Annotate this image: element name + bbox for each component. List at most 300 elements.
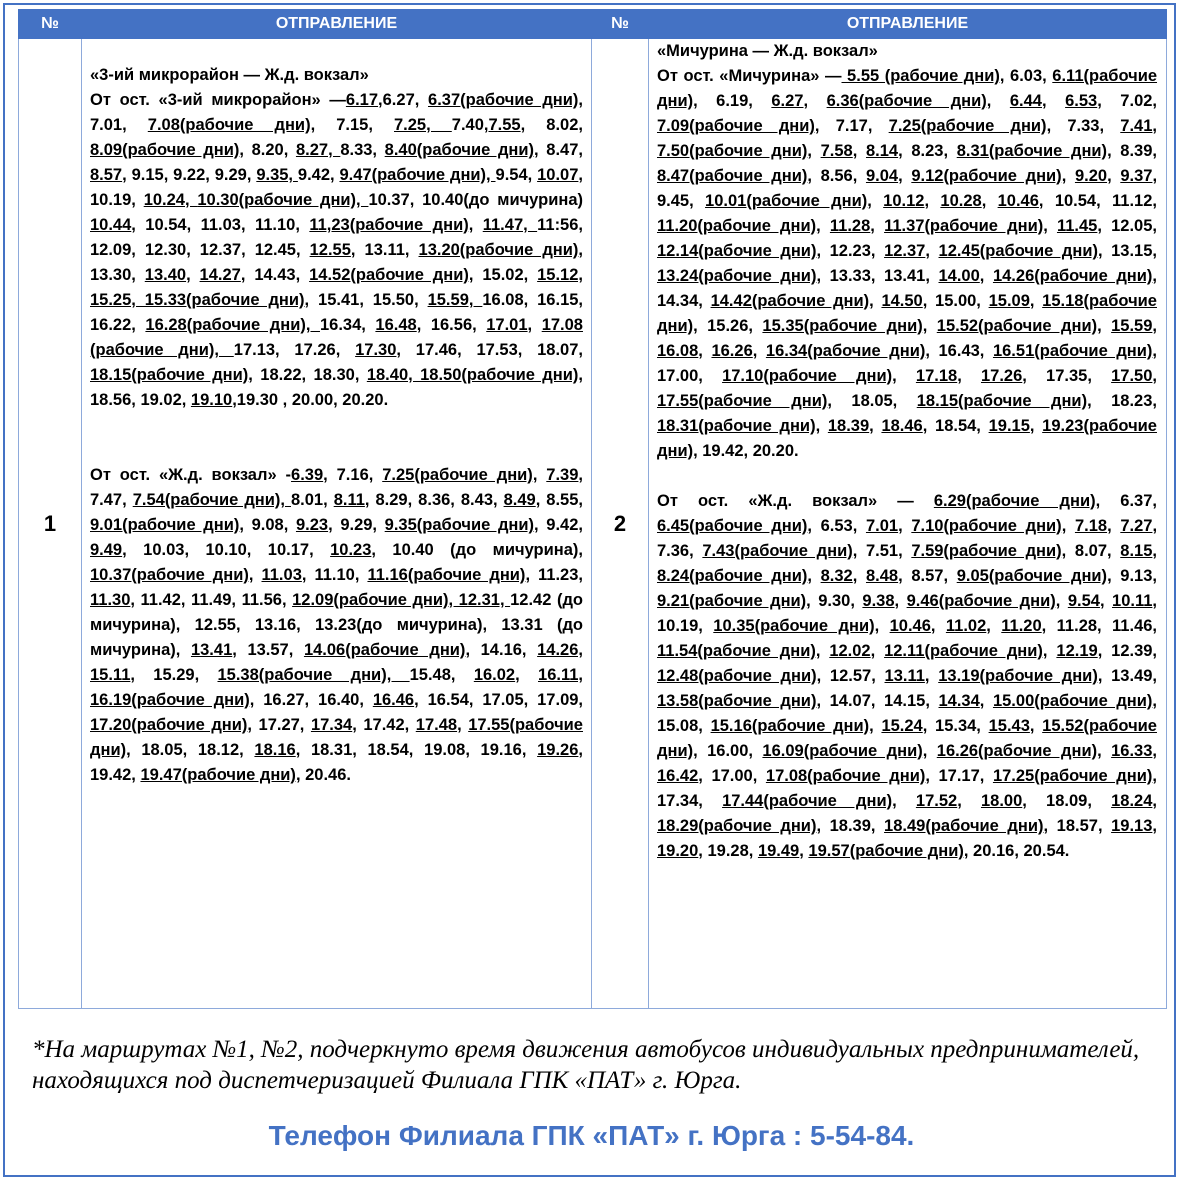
table-row [19,39,1167,1009]
schedule-text: , 19.28, [698,842,758,860]
schedule-text: От ост. «Ж.д. вокзал» - [90,466,292,484]
underlined-time: 19.23(рабочие дни) [657,417,1157,460]
schedule-text: 15.48, [409,666,474,684]
route-2-cell [649,39,1167,1009]
schedule-text: , 10.19, [90,166,583,209]
underlined-time: 10.37(рабочие дни) [90,566,249,584]
schedule-text: , 19.42, 20.20. [693,442,799,460]
underlined-time: 13.24(рабочие дни) [657,267,817,285]
underlined-time: 7.43(рабочие дни) [702,542,853,560]
underlined-time: 18.49(рабочие дни) [884,817,1044,835]
schedule-text: , 18.39, [816,817,885,835]
underlined-time: 9.12(рабочие дни) [911,167,1062,185]
schedule-text: , 15.41, 15.50, [304,291,428,309]
schedule-text: , 18.22, 18.30, [248,366,367,384]
schedule-text: , 18.31, 18.54, 19.08, 19.16, [295,741,538,759]
schedule-text: , [698,342,712,360]
underlined-time: 18.40, 18.50(рабочие дни), [366,366,583,384]
schedule-text: , [925,242,939,260]
schedule-text: От ост. «3-ий микрорайон» — [90,91,346,109]
underlined-time: 8.14 [865,142,899,160]
schedule-text: , 16.27, 16.40, [249,691,373,709]
schedule-text: , [468,216,483,234]
underlined-time: 7.39 [546,466,579,484]
underlined-time: 9.23 [295,516,329,534]
schedule-text: , 11.23, [525,566,583,584]
schedule-text: , [1152,367,1157,385]
schedule-text: , 7.51, [852,542,912,560]
schedule-text: , 10.19, [657,592,1157,635]
underlined-time: 16.08 [657,342,699,360]
schedule-text: , [1061,517,1075,535]
underlined-time: 11.54(рабочие дни) [657,642,816,660]
underlined-time: 19.20 [657,842,699,860]
schedule-text: , 17.34, [657,767,1157,810]
schedule-text: , [1107,517,1121,535]
underlined-time: 7.09(рабочие дни) [657,117,815,135]
schedule-text: , 17.17, [925,767,993,785]
underlined-time: 10.46 [997,192,1039,210]
underlined-time: 6.37(рабочие дни), [428,91,583,109]
schedule-text: От ост. «Мичурина» — [657,67,842,85]
underlined-time: 16.48 [375,316,417,334]
underlined-time: 18.16 [254,741,296,759]
schedule-text: , [957,792,981,810]
schedule-text: , [898,517,912,535]
underlined-time: 12.11(рабочие дни) [884,642,1043,660]
schedule-text: , [1029,292,1043,310]
underlined-time: 13.20(рабочие дни) [418,241,579,259]
schedule-text: , [807,142,821,160]
schedule-text: , 6.19, [693,92,772,110]
underlined-time: 7.41 [1120,117,1153,135]
schedule-text: 9.54, [495,166,538,184]
underlined-time: 13.40 [144,266,187,284]
schedule-text: , 15.34, [922,717,989,735]
route-number-2: 2 [592,39,649,1009]
underlined-time: 7.59(рабочие дни) [911,542,1062,560]
underlined-time: 16.02 [473,666,516,684]
underlined-time: 15.00(рабочие дни) [992,692,1153,710]
schedule-text: , [894,592,907,610]
schedule-text: , 10.40 (до мичурина), [371,541,583,559]
underlined-time: 18.46 [881,417,923,435]
schedule-text: , 7.47, [90,466,584,509]
schedule-text: , [852,567,866,585]
underlined-time: 18.31(рабочие дни) [657,417,816,435]
schedule-text: , [924,192,941,210]
underlined-time: 18.00 [980,792,1023,810]
schedule-text: , 9.42, [534,516,583,534]
schedule-text: , [816,217,830,235]
underlined-time: 16.26 [711,342,753,360]
underlined-time: 9.37 [1120,167,1153,185]
schedule-text: , 18.05, [827,392,917,410]
schedule-text: , 9.45, [657,167,1158,210]
underlined-time: 9.21(рабочие дни) [657,592,807,610]
underlined-time: 7.27 [1120,517,1153,535]
schedule-text: , [979,692,993,710]
underlined-time: 10.28 [940,192,982,210]
schedule-text: , [869,417,882,435]
schedule-text: , 9.29, [328,516,385,534]
underlined-time: 17.10(рабочие дни) [722,367,893,385]
schedule-text: 12.42 (до мичурина), 12.55, 13.16, 13.23(до мичурина), 13.31 (до мичурина), [90,591,584,659]
schedule-text: 7.40, [451,116,489,134]
header-departure-1: ОТПРАВЛЕНИЕ [82,10,592,39]
underlined-time: 8.48 [865,567,899,585]
underlined-time: 16.46 [372,691,415,709]
schedule-text: 16.34, [319,316,376,334]
underlined-time: 10.01(рабочие дни) [705,192,868,210]
schedule-text: , 8.20, [239,141,296,159]
schedule-text: , [986,92,1010,110]
schedule-text: , 14.07, 14.15, [816,692,939,710]
underlined-time: 17.48 [415,716,458,734]
schedule-text: , 9.15, 9.22, 9.29, [122,166,257,184]
underlined-time: 11.28 [829,217,871,235]
underlined-time: 11.30 [90,591,131,609]
schedule-text: , 18.57, [1043,817,1112,835]
schedule-text: , 14.43, [240,266,310,284]
schedule-text: , 7.16, [323,466,383,484]
schedule-text: , 15.02, [468,266,538,284]
underlined-time: 17.08 (рабочие дни), [90,316,583,359]
schedule-text: , [979,267,993,285]
underlined-time: 19.26 [537,741,579,759]
underlined-time: 10.44 [90,216,132,234]
underlined-time: 17.52 [915,792,958,810]
schedule-text: , [803,92,827,110]
underlined-time: 12.55 [309,241,351,259]
schedule-text: , [1055,592,1068,610]
route-number-1: 1 [19,39,82,1009]
underlined-time: 14.27 [199,266,241,284]
underlined-time: 17.01 [486,316,528,334]
underlined-time: 7.25(рабочие дни) [382,466,533,484]
schedule-text: , 7.15, [310,116,394,134]
underlined-time: 10.46 [889,617,931,635]
underlined-time: 18.39 [827,417,870,435]
schedule-text: , 15.26, [693,317,763,335]
schedule-text: , [1152,817,1157,835]
underlined-time: 17.44(рабочие дни) [722,792,893,810]
schedule-text: , [752,342,766,360]
underlined-time: 7.10(рабочие дни) [911,517,1062,535]
route-2-schedule-return [657,489,1157,864]
underlined-time: 12.19 [1056,642,1098,660]
schedule-text: 16.08, 16.15, 16.22, [90,291,584,334]
schedule-text: , [807,567,821,585]
schedule-text: , [957,367,981,385]
underlined-time: 18.15(рабочие дни) [916,392,1088,410]
schedule-table [18,9,1167,1009]
underlined-time: 7.58 [820,142,853,160]
schedule-text: , 6.53, [807,517,866,535]
underlined-time: 15.12, 15.25, 15.33(рабочие дни) [90,266,583,309]
schedule-text: 17.13, 17.26, [233,341,356,359]
schedule-text: ,6.27, [378,91,429,109]
schedule-text: От ост. «Ж.д. вокзал» — [657,492,934,510]
underlined-time: 15.52(рабочие дни) [657,717,1157,760]
underlined-time: 11.20(рабочие дни) [657,217,817,235]
schedule-text: 10.37, 10.40(до мичурина) [368,191,583,209]
schedule-text: 8.33, [340,141,385,159]
schedule-text: , [869,292,882,310]
schedule-text: , [1099,592,1113,610]
route-1-cell [82,39,592,1009]
schedule-text: , [815,642,830,660]
schedule-text: , [892,367,916,385]
schedule-text: 18.56, 19.02, [90,391,191,409]
underlined-time: 9.49 [90,541,123,559]
schedule-text: , 16.56, [416,316,487,334]
schedule-text: , [892,792,916,810]
schedule-text: , 16.54, 17.05, 17.09, [414,691,584,709]
underlined-time: 15.16(рабочие дни) [710,717,870,735]
schedule-text: , 8.47, [534,141,583,159]
schedule-text: , [1042,92,1066,110]
schedule-text: , 14.16, [465,641,538,659]
underlined-time: 14.52(рабочие дни) [309,266,469,284]
schedule-text: , 9.30, [806,592,863,610]
underlined-time: 18.29(рабочие дни) [657,817,817,835]
schedule-text: , [870,217,885,235]
table-header-row [19,10,1167,39]
schedule-text: , 18.23, [1087,392,1157,410]
underlined-time: 12.37 [884,242,926,260]
route-2-title: «Мичурина — Ж.д. вокзал» [657,42,878,60]
underlined-time: 12.14(рабочие дни) [657,242,817,260]
underlined-time: 10.35(рабочие дни) [713,617,875,635]
route-1-title: «3-ий микрорайон — Ж.д. вокзал» [90,66,369,84]
schedule-text: , 14.34, [657,267,1157,310]
schedule-text: , [922,742,937,760]
underlined-time: 14.34 [938,692,980,710]
underlined-time: 19.13 [1111,817,1153,835]
underlined-time: 7.50(рабочие дни) [657,142,808,160]
underlined-time: 17.25(рабочие дни) [992,767,1153,785]
underlined-time: 16.26(рабочие дни) [936,742,1098,760]
schedule-text: , 10.54, 11.03, 11.10, [131,216,310,234]
schedule-text: , [815,417,828,435]
schedule-text: 11:56, 12.09, 12.30, 12.37, 12.45, [90,216,583,259]
underlined-time: 18.15(рабочие дни) [90,366,249,384]
underlined-time: 6.11(рабочие дни) [657,67,1158,110]
underlined-time: 10.11 [1112,592,1153,610]
underlined-time: 11.02 [945,617,987,635]
phone-line: Телефон Филиала ГПК «ПАТ» г. Юрга : 5-54-84. [268,1120,915,1151]
underlined-time: 8.24(рабочие дни) [657,567,808,585]
underlined-time: 19.15 [988,417,1030,435]
underlined-time: 19.47(рабочие дни) [140,766,296,784]
underlined-time: 15.43 [988,717,1030,735]
schedule-text: , 6.37, [1095,492,1157,510]
underlined-time: 11.45 [1056,217,1098,235]
underlined-time: 6.27 [771,92,804,110]
underlined-time: 12.48(рабочие дни) [657,667,817,685]
underlined-time: 7.25, [394,116,452,134]
schedule-text: 9.42, [297,166,340,184]
underlined-time: 8.47(рабочие дни) [657,167,808,185]
schedule-text: 7.01, [90,116,148,134]
underlined-time: 15.18(рабочие дни) [657,292,1157,335]
schedule-text: , [852,142,866,160]
schedule-text: ,19.30 , 20.00, 20.20. [232,391,389,409]
underlined-time: 11.47, [482,216,538,234]
underlined-time: 9.04 [865,167,899,185]
schedule-text: , [1097,742,1112,760]
schedule-text: , 12.23, [816,242,885,260]
underlined-time: 14.42(рабочие дни) [710,292,870,310]
underlined-time: 15.09 [988,292,1030,310]
underlined-time: 9.35(рабочие дни) [384,516,535,534]
underlined-time: 5.55 (рабочие дни) [841,67,1000,85]
schedule-text: , 17.00, [698,767,766,785]
schedule-text: , 17.00, [657,342,1157,385]
route-1-schedule-outbound [90,88,583,413]
underlined-time: 8.40(рабочие дни) [384,141,535,159]
schedule-text: , [1152,317,1157,335]
underlined-time: 9.05(рабочие дни) [956,567,1108,585]
underlined-time: 17.30 [355,341,397,359]
underlined-time: 7.01 [865,517,899,535]
schedule-text: , [930,617,946,635]
underlined-time: 9.46(рабочие дни) [906,592,1056,610]
schedule-text: , [1029,717,1043,735]
underlined-time: 11.20 [1001,617,1042,635]
underlined-time: 19.10 [190,391,233,409]
underlined-time: 11.16(рабочие дни) [367,566,526,584]
underlined-time: 11,23(рабочие дни) [309,216,469,234]
schedule-text: , 18.54, [922,417,989,435]
schedule-text: , [457,716,469,734]
underlined-time: 16.34(рабочие дни) [765,342,926,360]
underlined-time: 11.03 [261,566,302,584]
underlined-time: 16.33 [1111,742,1153,760]
schedule-text: , [527,316,542,334]
schedule-text: , [515,666,539,684]
underlined-time: 6.39 [291,466,324,484]
schedule-text: , 8.39, [1107,142,1157,160]
schedule-text: , 13.30, [90,241,584,284]
schedule-text: , [1097,317,1112,335]
schedule-text: , 8.07, [1061,542,1121,560]
underlined-time: 7.25(рабочие дни) [888,117,1047,135]
schedule-text: , 16.43, [925,342,993,360]
underlined-time: 13.41 [190,641,233,659]
underlined-time: 8.57 [90,166,123,184]
underlined-time: 8.49 [503,491,536,509]
underlined-time: 15.38(рабочие дни), [217,666,410,684]
underlined-time: 6.53 [1065,92,1098,110]
underlined-time: 6.29(рабочие дни) [933,492,1096,510]
underlined-time: 17.55(рабочие дни) [90,716,583,759]
schedule-text: , [874,617,890,635]
schedule-text: , [1152,742,1157,760]
schedule-text: , [799,842,809,860]
underlined-time: 7.18 [1074,517,1108,535]
underlined-time: 16.42 [657,767,699,785]
underlined-time: 14.50 [881,292,923,310]
header-num-1: № [19,10,82,39]
schedule-text: , [1042,642,1057,660]
schedule-text: , 13.49, [1097,667,1158,685]
schedule-text: , 9.13, [1107,567,1157,585]
schedule-text: , 20.16, 20.54. [963,842,1070,860]
underlined-time: 17.50 [1111,367,1153,385]
underlined-time: 10.07 [537,166,579,184]
schedule-text: , [532,466,547,484]
schedule-text: , [986,617,1002,635]
underlined-time: 12.45(рабочие дни) [938,242,1098,260]
underlined-time: 7.54(рабочие дни), [132,491,291,509]
schedule-text: , 7.36, [657,517,1158,560]
underlined-time: 8.15 [1120,542,1153,560]
schedule-text: , 18.09, [1022,792,1112,810]
underlined-time: 17.20(рабочие дни) [90,716,248,734]
underlined-time: 10.30(рабочие дни), [197,191,369,209]
footnote: *На маршрутах №1, №2, подчеркнуто время движения автобусов индивидуальных предпринимателей, находящихся под диспетчеризацией Филиала ГПК «ПАТ» г. Юрга. [32,1036,1140,1094]
schedule-text: , 13.11, [350,241,419,259]
schedule-text: , [898,167,912,185]
underlined-time: 8.32 [820,567,853,585]
underlined-time: 9.47(рабочие дни), [339,166,496,184]
underlined-time: 16.11, 16.19(рабочие дни) [90,666,583,709]
schedule-text: , 13.15, [1097,242,1157,260]
underlined-time: 19.49 [757,842,800,860]
schedule-text: , 12.39, [1097,642,1158,660]
header-departure-2: ОТПРАВЛЕНИЕ [649,10,1167,39]
underlined-time: 13.11 [884,667,925,685]
underlined-time: 14.26, 15.11 [90,641,583,684]
underlined-time: 17.55(рабочие дни) [657,392,828,410]
schedule-text: , [924,667,939,685]
schedule-text: , [922,317,937,335]
underlined-time: 15.24 [881,717,923,735]
underlined-time: 15.59 [1111,317,1153,335]
underlined-time: 9.38 [862,592,895,610]
underlined-time: 9.35, [256,166,298,184]
underlined-time: 13.19(рабочие дни) [938,667,1098,685]
underlined-time: 6.45(рабочие дни) [657,517,808,535]
schedule-text: , 17.46, 17.53, 18.07, [396,341,583,359]
schedule-text: , 15.00, [922,292,989,310]
schedule-text: , 12.57, [816,667,885,685]
schedule-text: , 7.17, [814,117,889,135]
schedule-text: , 8.56, [807,167,866,185]
schedule-text: , 10.54, 11.12, [1038,192,1157,210]
schedule-text: , [870,642,885,660]
route-2-schedule-outbound [657,64,1157,464]
schedule-text: , [248,566,262,584]
underlined-time: 12.09(рабочие дни), 12.31, [292,591,511,609]
underlined-time: 10.23 [330,541,372,559]
underlined-time: 8.11 [333,491,365,509]
schedule-text: , 11.28, 11.46, [1041,617,1158,635]
underlined-time: 12.02 [829,642,871,660]
schedule-text: , 13.57, [232,641,304,659]
schedule-text: , [981,192,998,210]
underlined-time: 17.26 [980,367,1023,385]
underlined-time: 15.52(рабочие дни) [936,317,1098,335]
schedule-text: , [867,192,884,210]
schedule-text: , 8.55, [535,491,583,509]
schedule-text: , 8.23, [898,142,957,160]
underlined-time: 8.09(рабочие дни) [90,141,240,159]
underlined-time: 16.28(рабочие дни), [145,316,320,334]
underlined-time: 6.44 [1009,92,1042,110]
